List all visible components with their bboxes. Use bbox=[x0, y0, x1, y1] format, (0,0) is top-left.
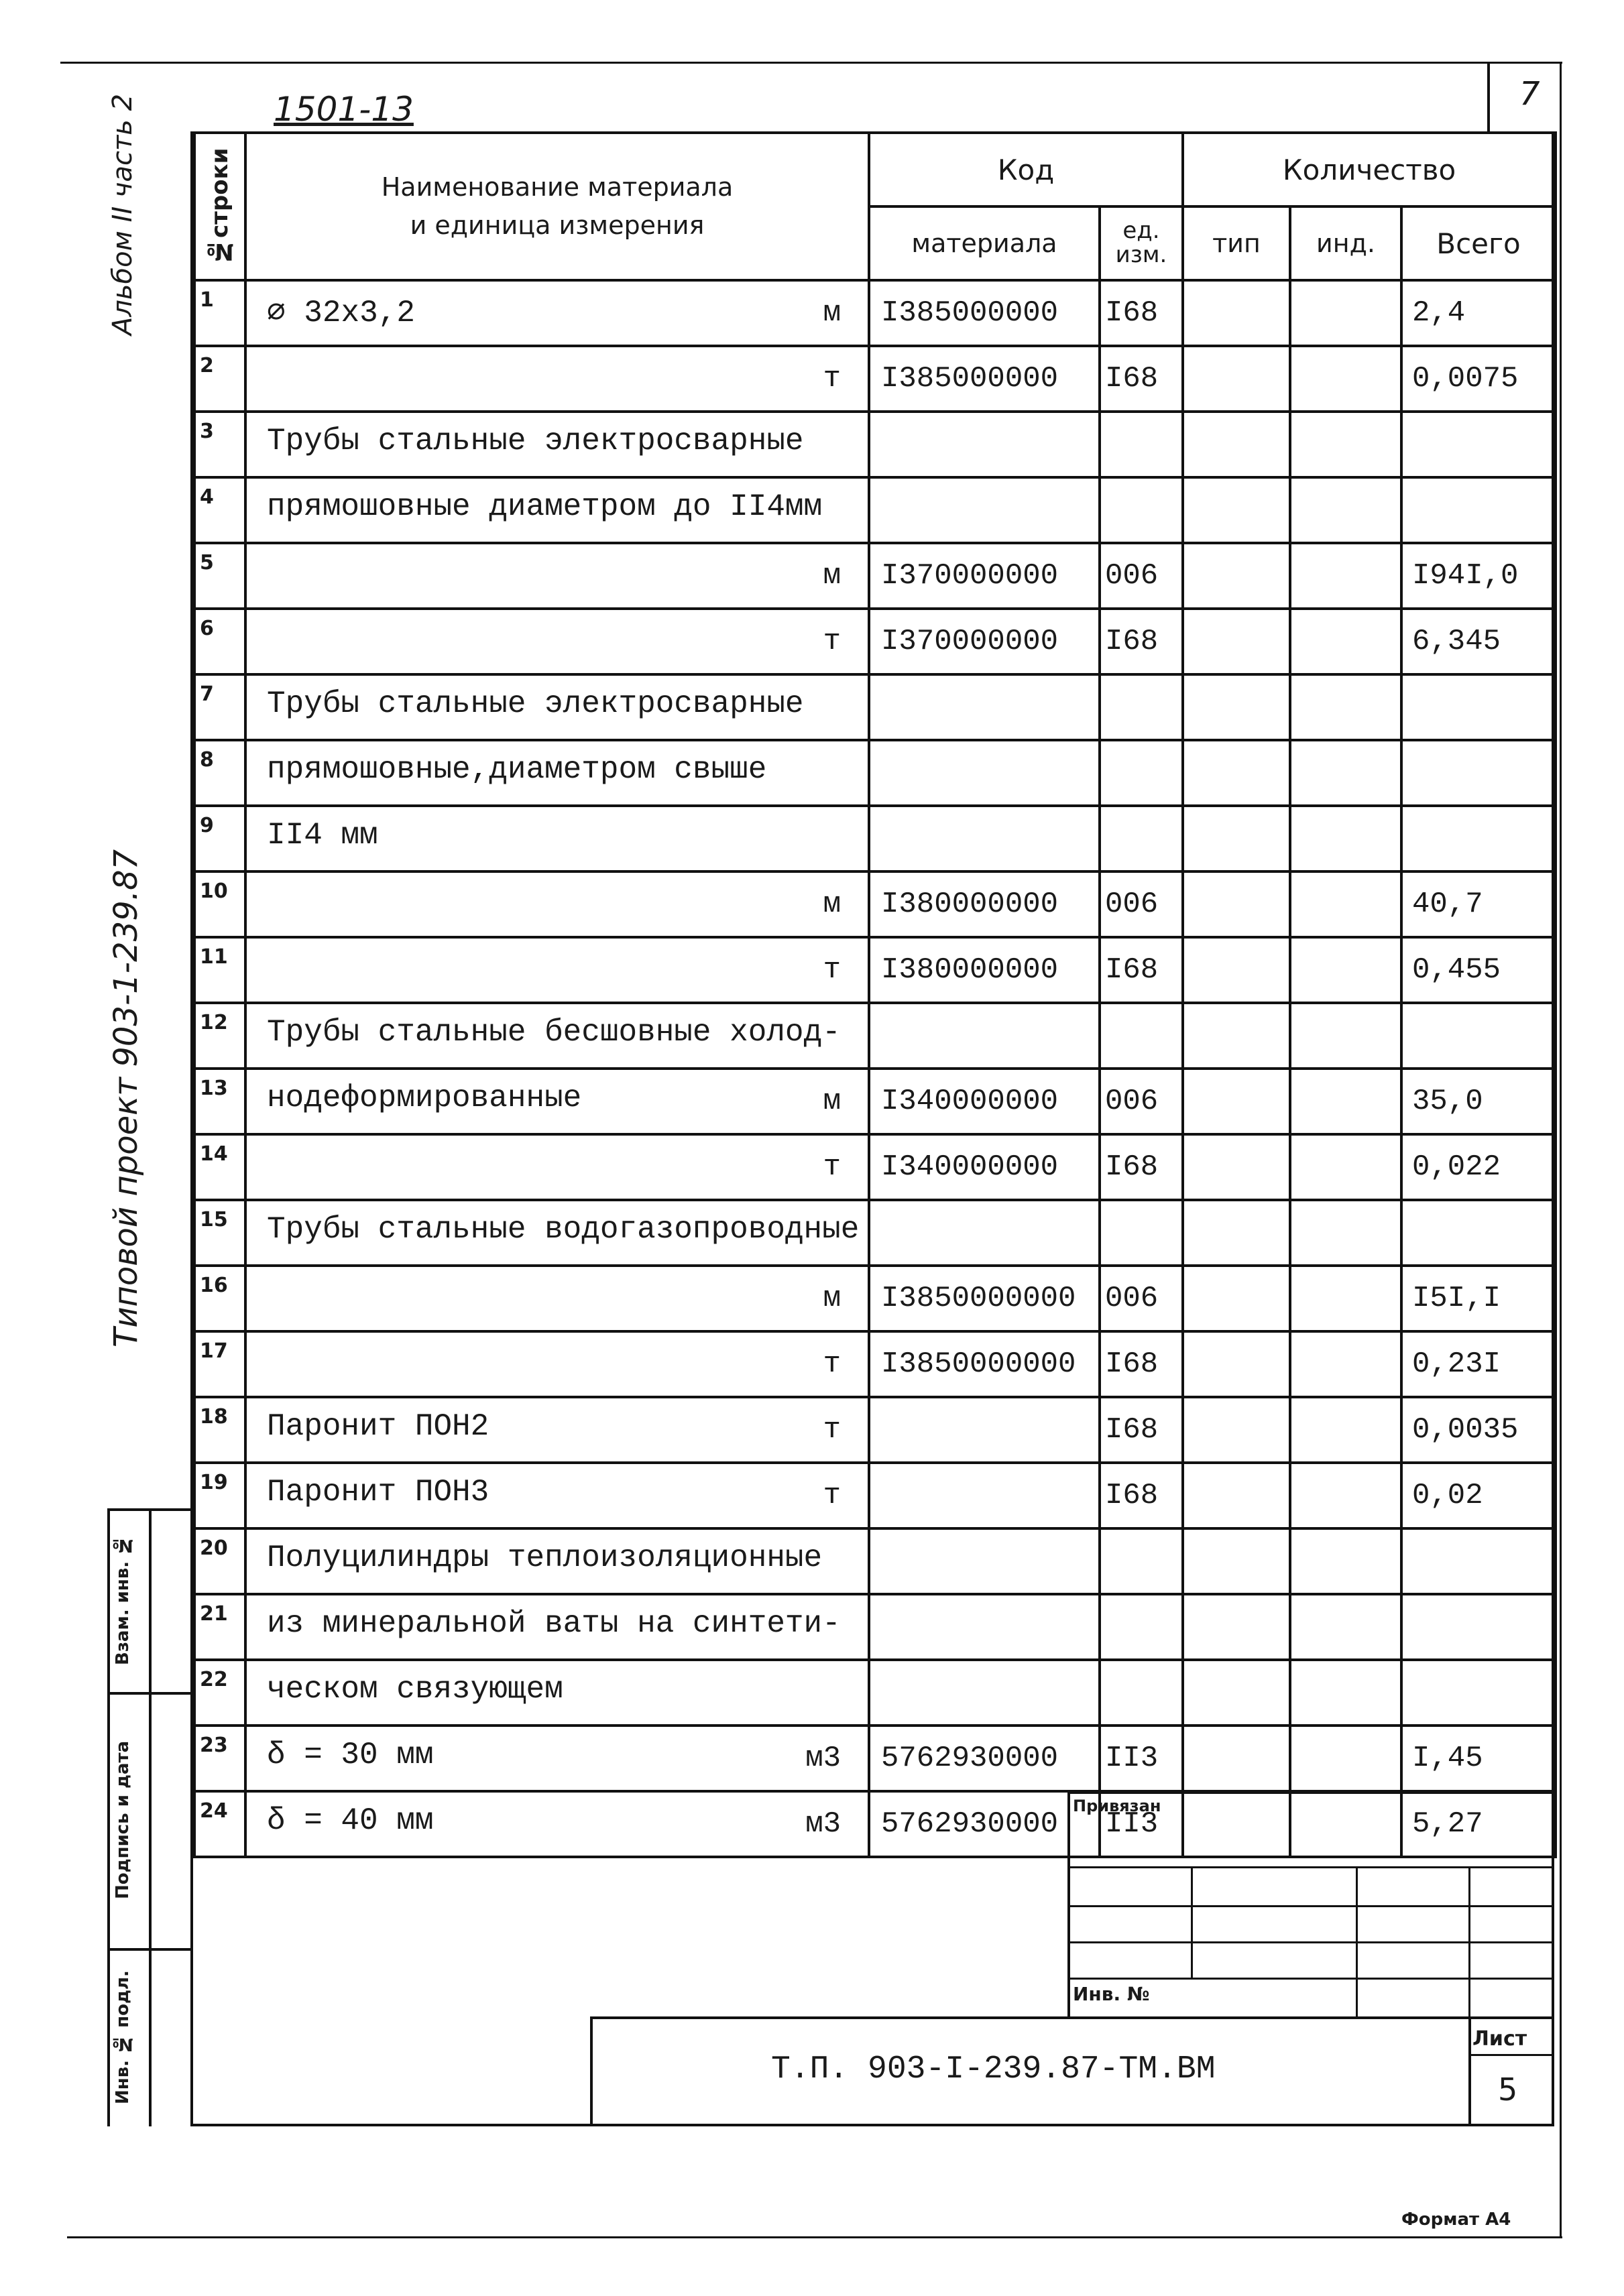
type-cell bbox=[1183, 412, 1290, 477]
table-row bbox=[194, 609, 1556, 674]
replaced-inv-label: Взам. инв. № bbox=[113, 1534, 133, 1666]
type-cell bbox=[1183, 477, 1290, 543]
unit-label: т bbox=[823, 625, 841, 658]
individual-cell bbox=[1290, 1200, 1401, 1266]
row-number: 9 bbox=[194, 806, 245, 871]
unit-code: I68 bbox=[1100, 346, 1183, 412]
page-number: 7 bbox=[1519, 75, 1540, 113]
signature-date-label: Подпись и дата bbox=[113, 1740, 133, 1900]
material-name-cell bbox=[245, 346, 869, 412]
material-name-cell bbox=[245, 740, 869, 806]
material-name-cell bbox=[245, 1791, 869, 1857]
designation-right bbox=[1468, 2016, 1471, 2126]
left-stamp-div1 bbox=[107, 1692, 193, 1695]
material-name: ческом связующем bbox=[267, 1672, 563, 1707]
unit-code: 006 bbox=[1100, 1266, 1183, 1331]
total-quantity bbox=[1401, 674, 1556, 740]
total-quantity bbox=[1401, 806, 1556, 871]
table-row bbox=[194, 1463, 1556, 1528]
individual-cell bbox=[1290, 871, 1401, 937]
row-number: 1 bbox=[194, 280, 245, 346]
total-quantity bbox=[1401, 1660, 1556, 1726]
frame-bottom bbox=[190, 2124, 1554, 2126]
total-quantity: 0,455 bbox=[1401, 937, 1556, 1003]
individual-cell bbox=[1290, 937, 1401, 1003]
material-name: II4 мм bbox=[267, 818, 378, 853]
material-name-cell bbox=[245, 1134, 869, 1200]
material-name-cell bbox=[245, 1726, 869, 1791]
format-label: Формат А4 bbox=[1401, 2210, 1511, 2230]
material-code: I385000000 bbox=[869, 280, 1100, 346]
row-number: 2 bbox=[194, 346, 245, 412]
row-number: 21 bbox=[194, 1594, 245, 1660]
total-quantity: I94I,0 bbox=[1401, 543, 1556, 609]
material-name: Полуцилиндры теплоизоляционные bbox=[267, 1540, 823, 1575]
total-quantity bbox=[1401, 477, 1556, 543]
total-quantity: 0,0075 bbox=[1401, 346, 1556, 412]
unit-label: м bbox=[823, 888, 841, 921]
outer-bottom-border bbox=[67, 2236, 1562, 2238]
type-cell bbox=[1183, 806, 1290, 871]
row-number: 14 bbox=[194, 1134, 245, 1200]
individual-cell bbox=[1290, 1003, 1401, 1069]
designation-top bbox=[590, 2016, 1554, 2019]
material-code-header: материала bbox=[869, 206, 1100, 280]
total-quantity: I5I,I bbox=[1401, 1266, 1556, 1331]
table-row bbox=[194, 1791, 1556, 1857]
material-code bbox=[869, 674, 1100, 740]
material-code: I3850000000 bbox=[869, 1331, 1100, 1397]
material-name-cell bbox=[245, 937, 869, 1003]
stamp-row4 bbox=[1067, 1978, 1554, 1980]
unit-label: м bbox=[823, 559, 841, 593]
total-quantity: 2,4 bbox=[1401, 280, 1556, 346]
individual-cell bbox=[1290, 1660, 1401, 1726]
total-quantity: 6,345 bbox=[1401, 609, 1556, 674]
table-row bbox=[194, 871, 1556, 937]
individual-cell bbox=[1290, 1134, 1401, 1200]
material-name-cell bbox=[245, 1200, 869, 1266]
stamp-col2 bbox=[1356, 1866, 1358, 2019]
type-cell bbox=[1183, 1594, 1290, 1660]
material-name-cell bbox=[245, 871, 869, 937]
row-number: 12 bbox=[194, 1003, 245, 1069]
material-code bbox=[869, 1003, 1100, 1069]
material-code: I385000000 bbox=[869, 346, 1100, 412]
stamp-row1 bbox=[1067, 1866, 1554, 1868]
material-name-cell bbox=[245, 609, 869, 674]
table-row bbox=[194, 1003, 1556, 1069]
unit-label: м3 bbox=[805, 1807, 841, 1841]
material-code bbox=[869, 1397, 1100, 1463]
name-header: Наименование материала и единица измерения bbox=[245, 133, 869, 280]
material-name-cell bbox=[245, 806, 869, 871]
table-row bbox=[194, 1594, 1556, 1660]
individual-cell bbox=[1290, 1331, 1401, 1397]
material-name-cell bbox=[245, 1397, 869, 1463]
unit-label: т bbox=[823, 953, 841, 987]
material-name-cell bbox=[245, 280, 869, 346]
left-stamp-inner bbox=[149, 1508, 152, 2126]
type-cell bbox=[1183, 543, 1290, 609]
material-code: I340000000 bbox=[869, 1134, 1100, 1200]
left-stamp-top bbox=[107, 1508, 193, 1511]
total-quantity: 0,02 bbox=[1401, 1463, 1556, 1528]
material-name: прямошовные,диаметром свыше bbox=[267, 752, 767, 787]
type-cell bbox=[1183, 1266, 1290, 1331]
row-number: 13 bbox=[194, 1069, 245, 1134]
individual-cell bbox=[1290, 412, 1401, 477]
material-code: I380000000 bbox=[869, 871, 1100, 937]
specification-table bbox=[193, 131, 1557, 1858]
unit-label: т bbox=[823, 1150, 841, 1184]
material-code: I370000000 bbox=[869, 609, 1100, 674]
type-cell bbox=[1183, 280, 1290, 346]
row-number: 24 bbox=[194, 1791, 245, 1857]
sheet-divider bbox=[1468, 2054, 1554, 2056]
row-number: 18 bbox=[194, 1397, 245, 1463]
row-number-header: №строки bbox=[194, 133, 245, 280]
type-cell bbox=[1183, 1791, 1290, 1857]
individual-cell bbox=[1290, 674, 1401, 740]
individual-cell bbox=[1290, 346, 1401, 412]
material-code: 5762930000 bbox=[869, 1791, 1100, 1857]
row-number: 11 bbox=[194, 937, 245, 1003]
table-row bbox=[194, 937, 1556, 1003]
type-cell bbox=[1183, 1397, 1290, 1463]
material-name-cell bbox=[245, 1266, 869, 1331]
table-row bbox=[194, 806, 1556, 871]
unit-code bbox=[1100, 1660, 1183, 1726]
individual-cell bbox=[1290, 806, 1401, 871]
unit-code bbox=[1100, 740, 1183, 806]
type-cell bbox=[1183, 1528, 1290, 1594]
table-row bbox=[194, 1726, 1556, 1791]
type-cell bbox=[1183, 346, 1290, 412]
unit-code: II3 bbox=[1100, 1726, 1183, 1791]
table-row bbox=[194, 1200, 1556, 1266]
unit-code: II3 bbox=[1100, 1791, 1183, 1857]
row-number: 8 bbox=[194, 740, 245, 806]
type-cell bbox=[1183, 609, 1290, 674]
total-quantity: 5,27 bbox=[1401, 1791, 1556, 1857]
material-name: Трубы стальные бесшовные холод- bbox=[267, 1015, 841, 1050]
row-number: 3 bbox=[194, 412, 245, 477]
unit-code bbox=[1100, 412, 1183, 477]
page-number-box-left bbox=[1487, 62, 1490, 133]
individual-cell bbox=[1290, 1528, 1401, 1594]
table-row bbox=[194, 280, 1556, 346]
row-number: 15 bbox=[194, 1200, 245, 1266]
total-quantity bbox=[1401, 740, 1556, 806]
stamp-col1 bbox=[1191, 1866, 1193, 1978]
inv-original-label: Инв. № подл. bbox=[113, 1970, 133, 2104]
table-row bbox=[194, 740, 1556, 806]
unit-code: I68 bbox=[1100, 1331, 1183, 1397]
code-group-header: Код bbox=[869, 133, 1183, 206]
row-number: 22 bbox=[194, 1660, 245, 1726]
unit-code bbox=[1100, 1594, 1183, 1660]
unit-label: т bbox=[823, 1413, 841, 1447]
type-cell bbox=[1183, 1069, 1290, 1134]
unit-label: т bbox=[823, 1479, 841, 1512]
individual-cell bbox=[1290, 1791, 1401, 1857]
material-name-cell bbox=[245, 543, 869, 609]
type-cell bbox=[1183, 1200, 1290, 1266]
type-cell bbox=[1183, 674, 1290, 740]
material-name-cell bbox=[245, 1331, 869, 1397]
type-cell bbox=[1183, 937, 1290, 1003]
side-note-project: Типовой проект 903-1-239.87 bbox=[107, 849, 145, 1347]
material-code bbox=[869, 1528, 1100, 1594]
table-row bbox=[194, 1528, 1556, 1594]
frame-left bbox=[190, 131, 193, 2126]
material-name-cell bbox=[245, 412, 869, 477]
material-name: Трубы стальные водогазопроводные bbox=[267, 1212, 860, 1247]
type-cell bbox=[1183, 740, 1290, 806]
material-name-cell bbox=[245, 1528, 869, 1594]
unit-code bbox=[1100, 674, 1183, 740]
individual-cell bbox=[1290, 1266, 1401, 1331]
unit-label: т bbox=[823, 362, 841, 396]
individual-cell bbox=[1290, 740, 1401, 806]
material-name: Трубы стальные электросварные bbox=[267, 424, 804, 459]
total-quantity: 35,0 bbox=[1401, 1069, 1556, 1134]
individual-cell bbox=[1290, 543, 1401, 609]
frame-right bbox=[1552, 131, 1554, 2126]
total-quantity: 0,0035 bbox=[1401, 1397, 1556, 1463]
stamp-row2 bbox=[1067, 1905, 1554, 1907]
row-number: 16 bbox=[194, 1266, 245, 1331]
table-row bbox=[194, 346, 1556, 412]
individual-header: инд. bbox=[1290, 206, 1401, 280]
table-row bbox=[194, 674, 1556, 740]
material-name: из минеральной ваты на синтети- bbox=[267, 1606, 841, 1641]
total-quantity: 0,022 bbox=[1401, 1134, 1556, 1200]
unit-code: I68 bbox=[1100, 609, 1183, 674]
type-cell bbox=[1183, 1660, 1290, 1726]
material-name: прямошовные диаметром до II4мм bbox=[267, 489, 823, 524]
left-stamp-outer bbox=[107, 1508, 110, 2126]
unit-label: м bbox=[823, 1282, 841, 1315]
side-note-album: Альбом II часть 2 bbox=[107, 93, 138, 335]
material-code bbox=[869, 477, 1100, 543]
individual-cell bbox=[1290, 1069, 1401, 1134]
individual-cell bbox=[1290, 1726, 1401, 1791]
individual-cell bbox=[1290, 609, 1401, 674]
unit-code bbox=[1100, 806, 1183, 871]
unit-code bbox=[1100, 1003, 1183, 1069]
unit-label: т bbox=[823, 1347, 841, 1381]
individual-cell bbox=[1290, 1594, 1401, 1660]
row-number: 7 bbox=[194, 674, 245, 740]
album-code: 1501-13 bbox=[274, 90, 414, 129]
unit-label: м3 bbox=[805, 1742, 841, 1775]
material-code bbox=[869, 1660, 1100, 1726]
material-name: δ = 40 мм bbox=[267, 1803, 434, 1838]
individual-cell bbox=[1290, 1463, 1401, 1528]
material-code bbox=[869, 740, 1100, 806]
type-header: тип bbox=[1183, 206, 1290, 280]
table-row bbox=[194, 1134, 1556, 1200]
material-name: ⌀ 32x3,2 bbox=[267, 296, 415, 330]
row-number: 23 bbox=[194, 1726, 245, 1791]
unit-label: м bbox=[823, 296, 841, 330]
material-code: 5762930000 bbox=[869, 1726, 1100, 1791]
row-number: 17 bbox=[194, 1331, 245, 1397]
table-row bbox=[194, 1331, 1556, 1397]
material-name: Паронит ПОН3 bbox=[267, 1475, 489, 1510]
material-name-cell bbox=[245, 477, 869, 543]
total-quantity bbox=[1401, 1528, 1556, 1594]
material-code bbox=[869, 1463, 1100, 1528]
left-stamp-div2 bbox=[107, 1948, 193, 1951]
material-code: I380000000 bbox=[869, 937, 1100, 1003]
total-quantity bbox=[1401, 1594, 1556, 1660]
type-cell bbox=[1183, 1463, 1290, 1528]
total-quantity: I,45 bbox=[1401, 1726, 1556, 1791]
type-cell bbox=[1183, 1726, 1290, 1791]
material-code: I340000000 bbox=[869, 1069, 1100, 1134]
total-quantity: 0,23I bbox=[1401, 1331, 1556, 1397]
total-quantity bbox=[1401, 1200, 1556, 1266]
unit-code: 006 bbox=[1100, 543, 1183, 609]
stamp-row3 bbox=[1067, 1941, 1554, 1943]
table-row bbox=[194, 543, 1556, 609]
table-row bbox=[194, 412, 1556, 477]
row-number: 10 bbox=[194, 871, 245, 937]
unit-code: I68 bbox=[1100, 1397, 1183, 1463]
row-number: 6 bbox=[194, 609, 245, 674]
material-code: I3850000000 bbox=[869, 1266, 1100, 1331]
unit-code-header: ед. изм. bbox=[1100, 206, 1183, 280]
material-name-cell bbox=[245, 674, 869, 740]
unit-code bbox=[1100, 1200, 1183, 1266]
type-cell bbox=[1183, 871, 1290, 937]
unit-code: 006 bbox=[1100, 871, 1183, 937]
inv-no-label: Инв. № bbox=[1073, 1983, 1150, 2005]
outer-right-border bbox=[1560, 62, 1562, 2238]
material-code bbox=[869, 412, 1100, 477]
material-code bbox=[869, 1200, 1100, 1266]
row-number: 19 bbox=[194, 1463, 245, 1528]
table-row bbox=[194, 1660, 1556, 1726]
stamp-col3 bbox=[1468, 1866, 1470, 2019]
unit-code bbox=[1100, 477, 1183, 543]
material-name: нодеформированные bbox=[267, 1081, 582, 1115]
total-quantity: 40,7 bbox=[1401, 871, 1556, 937]
individual-cell bbox=[1290, 1397, 1401, 1463]
material-name-cell bbox=[245, 1463, 869, 1528]
type-cell bbox=[1183, 1331, 1290, 1397]
total-quantity bbox=[1401, 412, 1556, 477]
unit-code: I68 bbox=[1100, 1463, 1183, 1528]
stamp-top bbox=[1067, 1791, 1554, 1794]
individual-cell bbox=[1290, 280, 1401, 346]
total-quantity bbox=[1401, 1003, 1556, 1069]
material-code: I370000000 bbox=[869, 543, 1100, 609]
sheet-label: Лист bbox=[1472, 2027, 1527, 2051]
row-number: 20 bbox=[194, 1528, 245, 1594]
material-name: Паронит ПОН2 bbox=[267, 1409, 489, 1444]
designation-left bbox=[590, 2016, 593, 2126]
top-border bbox=[60, 62, 1562, 64]
type-cell bbox=[1183, 1003, 1290, 1069]
table-row bbox=[194, 1069, 1556, 1134]
unit-code: I68 bbox=[1100, 937, 1183, 1003]
table-row bbox=[194, 1266, 1556, 1331]
material-name: δ = 30 мм bbox=[267, 1738, 434, 1772]
row-number: 4 bbox=[194, 477, 245, 543]
material-name-cell bbox=[245, 1594, 869, 1660]
material-name-cell bbox=[245, 1660, 869, 1726]
unit-code bbox=[1100, 1528, 1183, 1594]
material-name-cell bbox=[245, 1003, 869, 1069]
material-code bbox=[869, 1594, 1100, 1660]
row-number: 5 bbox=[194, 543, 245, 609]
individual-cell bbox=[1290, 477, 1401, 543]
unit-code: 006 bbox=[1100, 1069, 1183, 1134]
unit-code: I68 bbox=[1100, 1134, 1183, 1200]
sheet-number: 5 bbox=[1498, 2071, 1518, 2108]
type-cell bbox=[1183, 1134, 1290, 1200]
table-row bbox=[194, 477, 1556, 543]
drawing-designation: Т.П. 903-I-239.87-ТМ.ВМ bbox=[771, 2051, 1216, 2088]
unit-label: м bbox=[823, 1085, 841, 1118]
total-header: Всего bbox=[1401, 206, 1556, 280]
attached-label: Привязан bbox=[1073, 1797, 1161, 1815]
unit-code: I68 bbox=[1100, 280, 1183, 346]
table-row bbox=[194, 1397, 1556, 1463]
material-name-cell bbox=[245, 1069, 869, 1134]
material-code bbox=[869, 806, 1100, 871]
material-name: Трубы стальные электросварные bbox=[267, 686, 804, 721]
quantity-group-header: Количество bbox=[1183, 133, 1556, 206]
